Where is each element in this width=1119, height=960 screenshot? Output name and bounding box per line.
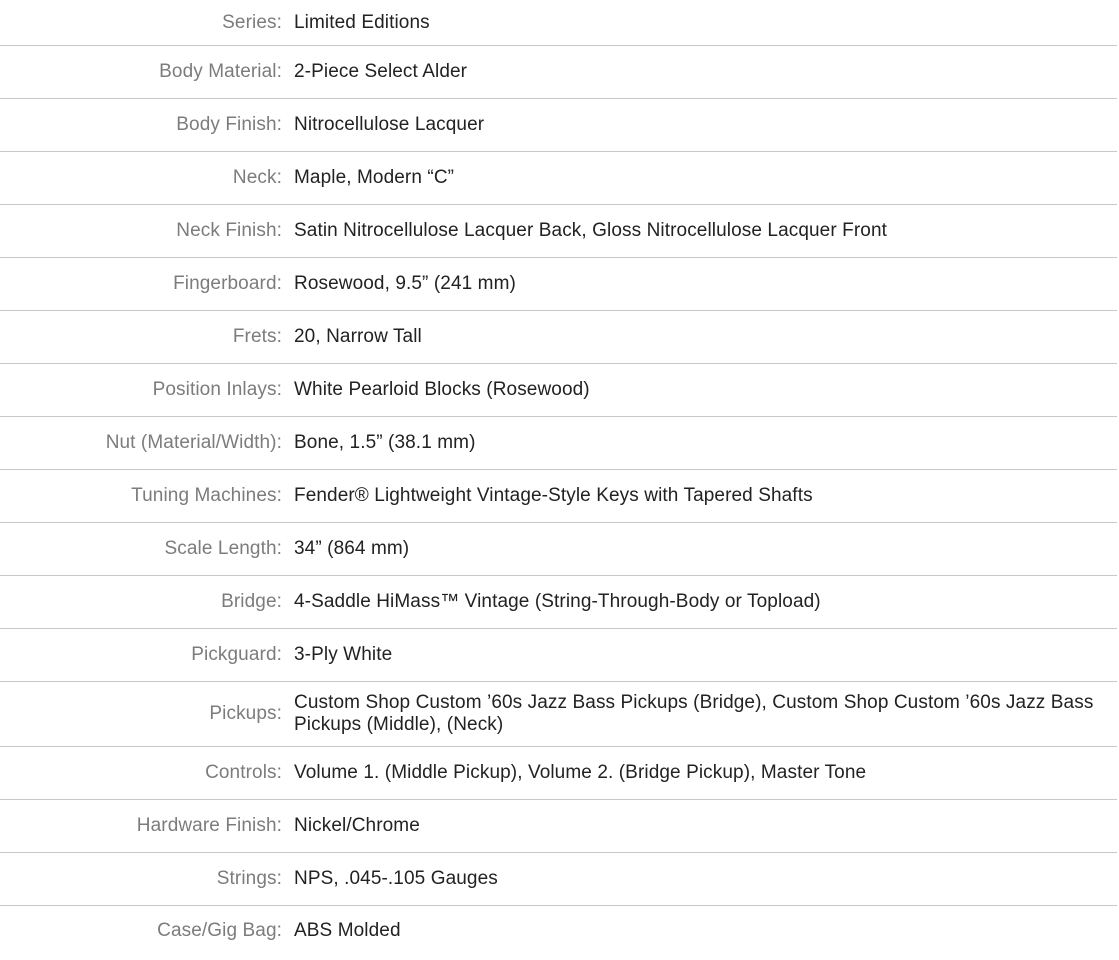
spec-label: Body Finish: bbox=[176, 114, 282, 135]
spec-row-strings bbox=[0, 853, 1117, 906]
spec-label: Neck: bbox=[232, 167, 282, 188]
spec-label: Scale Length: bbox=[164, 538, 282, 559]
spec-label: Hardware Finish: bbox=[136, 815, 282, 836]
spec-row-pickguard bbox=[0, 629, 1117, 682]
spec-value: Limited Editions bbox=[294, 11, 430, 33]
spec-row-neck bbox=[0, 152, 1117, 205]
spec-value: Volume 1. (Middle Pickup), Volume 2. (Bridge Pickup), Master Tone bbox=[294, 762, 867, 783]
spec-label: Strings: bbox=[216, 868, 282, 889]
spec-value: 2-Piece Select Alder bbox=[294, 61, 468, 82]
spec-value: Custom Shop Custom ’60s Jazz Bass Pickups (Bridge), Custom Shop Custom ’60s Jazz Bass Pickups (Middle), (Neck) bbox=[294, 692, 1094, 735]
spec-row-scale-length bbox=[0, 523, 1117, 576]
spec-value: White Pearloid Blocks (Rosewood) bbox=[294, 379, 590, 400]
spec-label: Pickguard: bbox=[191, 644, 282, 665]
spec-label: Tuning Machines: bbox=[131, 485, 282, 506]
spec-value: Nickel/Chrome bbox=[294, 815, 420, 836]
spec-label: Fingerboard: bbox=[173, 273, 282, 294]
spec-value: Fender® Lightweight Vintage-Style Keys with Tapered Shafts bbox=[294, 485, 813, 506]
spec-value: Bone, 1.5” (38.1 mm) bbox=[294, 432, 476, 453]
spec-label: Nut (Material/Width): bbox=[105, 432, 282, 453]
spec-row-neck-finish bbox=[0, 205, 1117, 258]
spec-label: Pickups: bbox=[209, 703, 282, 724]
spec-label: Neck Finish: bbox=[176, 220, 282, 241]
spec-value: 20, Narrow Tall bbox=[294, 326, 422, 347]
spec-row-controls bbox=[0, 747, 1117, 800]
spec-label: Body Material: bbox=[159, 61, 282, 82]
spec-row-fingerboard bbox=[0, 258, 1117, 311]
spec-label: Case/Gig Bag: bbox=[157, 920, 282, 941]
spec-value: 3-Ply White bbox=[294, 644, 393, 665]
spec-row-case-gig-bag bbox=[0, 906, 1117, 957]
spec-value: Nitrocellulose Lacquer bbox=[294, 114, 485, 135]
spec-label: Controls: bbox=[205, 762, 282, 783]
spec-row-frets bbox=[0, 311, 1117, 364]
spec-row-bridge bbox=[0, 576, 1117, 629]
spec-row-series bbox=[0, 0, 1117, 46]
spec-label: Position Inlays: bbox=[152, 379, 282, 400]
spec-label: Bridge: bbox=[221, 591, 282, 612]
spec-value: 4-Saddle HiMass™ Vintage (String-Through-Body or Topload) bbox=[294, 591, 821, 612]
spec-value: 34” (864 mm) bbox=[294, 538, 410, 559]
spec-value: NPS, .045-.105 Gauges bbox=[294, 868, 498, 889]
spec-value: Maple, Modern “C” bbox=[294, 167, 455, 188]
spec-row-pickups bbox=[0, 682, 1117, 747]
spec-row-position-inlays bbox=[0, 364, 1117, 417]
spec-value: Satin Nitrocellulose Lacquer Back, Gloss Nitrocellulose Lacquer Front bbox=[294, 220, 888, 241]
spec-row-hardware-finish bbox=[0, 800, 1117, 853]
spec-value: ABS Molded bbox=[294, 920, 401, 941]
spec-row-tuning-machines bbox=[0, 470, 1117, 523]
spec-row-body-finish bbox=[0, 99, 1117, 152]
spec-value: Rosewood, 9.5” (241 mm) bbox=[294, 273, 516, 294]
spec-label: Series: bbox=[222, 11, 282, 33]
spec-label: Frets: bbox=[232, 326, 282, 347]
spec-row-body-material bbox=[0, 46, 1117, 99]
spec-row-nut bbox=[0, 417, 1117, 470]
